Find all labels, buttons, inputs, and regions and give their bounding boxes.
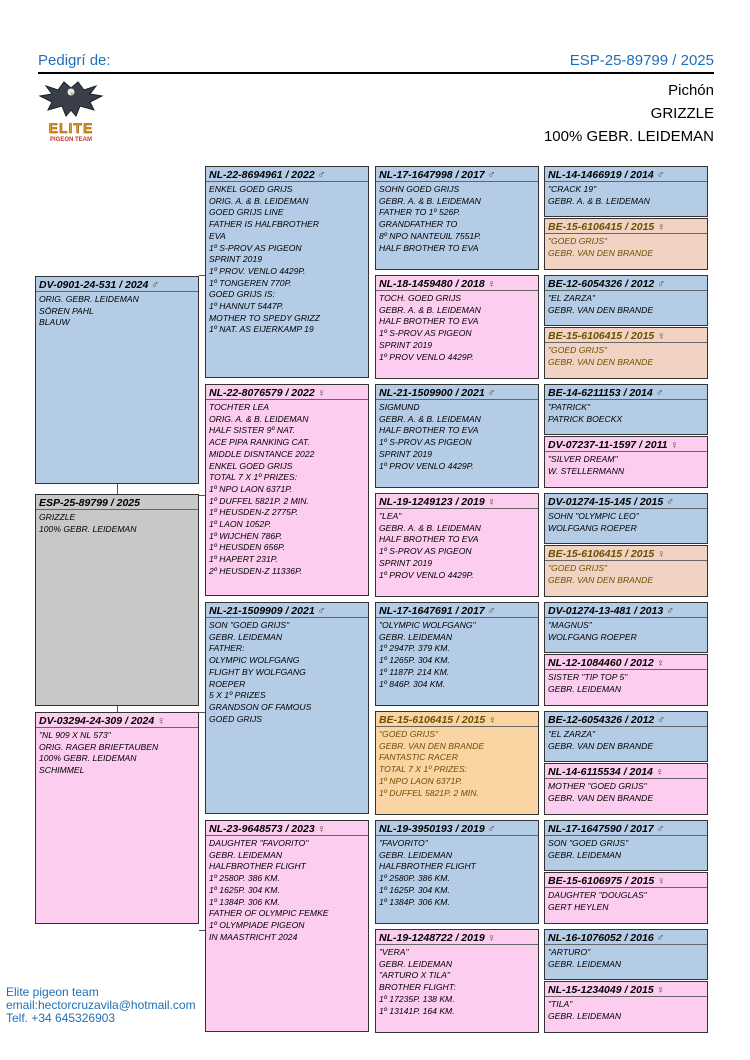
pedigree-note-line: GOED GRIJS IS: [209,289,275,300]
pedigree-box-g4-3 [544,275,708,326]
female-icon: ♀ [656,657,665,669]
female-icon: ♀ [657,548,666,560]
pedigree-box-g4-15 [544,929,708,980]
ring-number: NL-16-1076052 / 2016 ♂ [545,930,707,945]
pedigree-note-line: TOTAL 7 X 1º PRIZES: [209,472,298,483]
pedigree-notes [206,182,368,336]
pedigree-note-line: SPRINT 2019 [379,339,433,350]
pigeon-color: GRIZZLE [650,105,714,122]
contact-name: Elite pigeon team [6,985,99,999]
pedigree-note-line: SISTER "TIP TOP 5" [548,672,628,682]
pedigree-note-line: IN MAASTRICHT 2024 [209,931,298,942]
ring-number: NL-18-1459480 / 2018 ♀ [376,276,538,291]
pedigree-note-line: SÖREN PAHL [39,305,94,316]
male-icon: ♂ [666,496,675,508]
pedigree-note-line: 1º 2947P. 379 KM. [379,643,450,654]
pedigree-note-line: GEBR. LEIDEMAN [209,631,283,642]
pedigree-note-line: "EL ZARZA" [548,729,596,739]
male-icon: ♂ [656,823,665,835]
pedigree-note-line: GOED GRIJS LINE [209,207,284,218]
pedigree-note-line: DAUGHTER "FAVORITO" [209,838,309,848]
pedigree-notes [545,452,707,477]
pedigree-note-line: TOTAL 7 X 1º PRIZES: [379,764,468,775]
pedigree-note-line: 1º DUFFEL 5821P. 2 MIN. [209,495,309,506]
header-divider [38,72,714,74]
pedigree-box-g4-1 [544,166,708,217]
pedigree-note-line: GEBR. LEIDEMAN [379,958,453,969]
pedigree-note-line: "GOED GRIJS" [548,345,608,355]
pedigree-note-line: ENKEL GOED GRIJS [209,460,293,471]
pedigree-note-line: DAUGHTER "DOUGLAS" [548,890,647,900]
pedigree-note-line: 1º NPO LAON 6371P. [379,775,463,786]
pedigree-note-line: 1º PROV VENLO 4429P. [379,460,474,471]
pedigree-box-g3-8 [375,929,539,1033]
ring-number: NL-21-1509900 / 2021 ♂ [376,385,538,400]
ring-number: BE-12-6054326 / 2012 ♂ [545,712,707,727]
ring-number: NL-12-1084460 / 2012 ♀ [545,655,707,670]
pedigree-notes [545,997,707,1022]
pedigree-box-g4-5 [544,384,708,435]
pedigree-note-line: 2º HEUSDEN-Z 11336P. [209,565,303,576]
pedigree-note-line: 1º LAON 1052P. [209,519,272,530]
pedigree-box-g3-4 [375,493,539,597]
pedigree-note-line: GEBR. VAN DEN BRANDE [548,356,654,367]
pedigree-note-line: "MAGNUS" [548,620,592,630]
female-icon: ♀ [317,387,326,399]
pedigree-notes [376,945,538,1017]
pedigree-note-line: FANTASTIC RACER [379,752,458,763]
pedigree-note-line: 1º 1384P. 306 KM. [379,896,450,907]
pedigree-note-line: "ARTURO X TILA" [379,970,450,981]
pedigree-note-line: "FAVORITO" [379,838,428,848]
pedigree-note-line: GEBR. VAN DEN BRANDE [548,247,654,258]
pedigree-box-g4-7 [544,493,708,544]
pedigree-note-line: ENKEL GOED GRIJS [209,184,293,194]
pedigree-notes [206,618,368,725]
pedigree-note-line: ROEPER [209,678,246,689]
pedigree-note-line: "GOED GRIJS" [379,729,439,739]
pedigree-note-line: OLYMPIC WOLFGANG [209,655,300,666]
ring-number: NL-14-1466919 / 2014 ♂ [545,167,707,182]
pedigree-notes [36,728,198,777]
male-icon: ♂ [487,823,496,835]
pedigree-box-g3-1 [375,166,539,270]
pedigree-note-line: GEBR. A. & B. LEIDEMAN [379,522,481,533]
pedigree-label: Pedigrí de: [38,52,111,69]
pedigree-note-line: 1º S-PROV AS PIGEON [379,546,472,557]
pedigree-note-line: ORIG. RAGER BRIEFTAUBEN [39,741,159,752]
pedigree-note-line: WOLFGANG ROEPER [548,631,637,642]
pedigree-box-g4-9 [544,602,708,653]
female-icon: ♀ [487,932,496,944]
pedigree-notes [545,888,707,913]
contact-info [6,986,196,1025]
pedigree-note-line: 1º DUFFEL 5821P. 2 MIN. [379,787,479,798]
pedigree-note-line: 1º HANNUT 5447P. [209,301,284,312]
pedigree-note-line: MIDDLE DISNTANCE 2022 [209,448,315,459]
pigeon-type: Pichón [668,82,714,99]
pedigree-note-line: "LEA" [379,511,402,521]
pedigree-notes [376,727,538,799]
ring-number: DV-01274-13-481 / 2013 ♂ [545,603,707,618]
pedigree-note-line: SON "GOED GRIJS" [548,838,629,848]
pedigree-note-line: ORIG. A. & B. LEIDEMAN [209,413,309,424]
pedigree-box-g2-2 [205,384,369,596]
pedigree-note-line: HALF SISTER 9º NAT. [209,425,296,436]
female-icon: ♀ [157,715,166,727]
pedigree-note-line: SCHIMMEL [39,765,85,776]
pedigree-note-line: 1º 17235P. 138 KM. [379,993,455,1004]
pedigree-note-line: TOCH. GOED GRIJS [379,293,461,303]
ring-number: NL-23-9648573 / 2023 ♀ [206,821,368,836]
male-icon: ♂ [487,169,496,181]
ring-number: BE-15-6106415 / 2015 ♀ [376,712,538,727]
pedigree-note-line: GRIZZLE [39,512,76,522]
female-icon: ♀ [655,766,664,778]
pedigree-note-line: 5 X 1º PRIZES [209,690,266,701]
pedigree-box-main [35,494,199,706]
pedigree-note-line: "PATRICK" [548,402,591,412]
pedigree-note-line: "TILA" [548,999,573,1009]
pedigree-note-line: 1º 1384P. 306 KM. [209,896,280,907]
pedigree-notes [36,292,198,329]
pedigree-note-line: 100% GEBR. LEIDEMAN [39,753,137,764]
ring-number: ESP-25-89799 / 2025 [36,495,198,510]
pedigree-note-line: 1º NPO LAON 6371P. [209,483,293,494]
pedigree-note-line: GRANDFATHER TO [379,219,458,230]
male-icon: ♂ [487,605,496,617]
pedigree-notes [545,836,707,861]
pedigree-note-line: 1º S-PROV AS PIGEON [209,242,302,253]
pedigree-notes [376,400,538,472]
male-icon: ♂ [317,605,326,617]
pedigree-note-line: 8º NPO NANTEUIL 7551P. [379,230,482,241]
pedigree-notes [206,836,368,943]
pedigree-box-g2-3 [205,602,369,814]
pedigree-note-line: "GOED GRIJS" [548,563,608,573]
pedigree-note-line: 1º 1265P. 304 KM. [379,655,450,666]
pedigree-note-line: SPRINT 2019 [379,557,433,568]
pedigree-notes [376,182,538,254]
female-icon: ♀ [657,330,666,342]
pedigree-note-line: TOCHTER LEA [209,402,270,412]
pedigree-note-line: ORIG. GEBR. LEIDEMAN [39,294,139,304]
ring-number: BE-15-6106975 / 2015 ♀ [545,873,707,888]
connector [117,484,118,494]
pedigree-note-line: GEBR. A. & B. LEIDEMAN [379,304,481,315]
pedigree-note-line: MOTHER "GOED GRIJS" [548,781,647,791]
pedigree-note-line: SOHN "OLYMPIC LEO" [548,511,639,521]
pedigree-box-g3-6 [375,711,539,815]
pedigree-note-line: GEBR. VAN DEN BRANDE [548,304,654,315]
pedigree-note-line: GEBR. LEIDEMAN [209,849,283,860]
female-icon: ♀ [657,221,666,233]
pedigree-box-g3-2 [375,275,539,379]
pedigree-box-g3-7 [375,820,539,924]
pedigree-note-line: SPRINT 2019 [379,448,433,459]
pedigree-note-line: FATHER TO 1º 526P. [379,207,461,218]
male-icon: ♂ [656,932,665,944]
pedigree-note-line: "EL ZARZA" [548,293,596,303]
pedigree-box-dam [35,712,199,924]
pedigree-note-line: GEBR. A. & B. LEIDEMAN [379,195,481,206]
pedigree-note-line: BROTHER FLIGHT: [379,982,456,993]
pedigree-note-line: W. STELLERMANN [548,465,625,476]
contact-email: email:hectorcruzavila@hotmail.com [6,998,196,1012]
female-icon: ♀ [670,439,679,451]
pedigree-box-g4-11 [544,711,708,762]
ring-number: NL-19-1248722 / 2019 ♀ [376,930,538,945]
male-icon: ♂ [656,169,665,181]
pedigree-note-line: GOED GRIJS [209,713,263,724]
pedigree-notes [545,182,707,207]
pedigree-notes [545,343,707,368]
female-icon: ♀ [488,714,497,726]
male-icon: ♂ [657,278,666,290]
pedigree-note-line: ACE PIPA RANKING CAT. [209,437,310,448]
pedigree-note-line: 1º PROV VENLO 4429P. [379,569,474,580]
pedigree-note-line: 100% GEBR. LEIDEMAN [39,523,137,534]
female-icon: ♀ [487,496,496,508]
pedigree-note-line: 1º 13141P. 164 KM. [379,1005,455,1016]
pedigree-note-line: "GOED GRIJS" [548,236,608,246]
elite-logo [38,80,104,150]
eagle-icon [38,80,104,122]
pedigree-note-line: FATHER IS HALFBROTHER [209,219,319,230]
ring-number: NL-17-1647691 / 2017 ♂ [376,603,538,618]
pedigree-note-line: 1º HEUSDEN-Z 2775P. [209,507,298,518]
ring-number: BE-15-6106415 / 2015 ♀ [545,546,707,561]
ring-number: NL-17-1647590 / 2017 ♂ [545,821,707,836]
ring-number: DV-07237-11-1597 / 2011 ♀ [545,437,707,452]
pedigree-note-line: 1º PROV. VENLO 4429P. [209,265,306,276]
logo-text: ELITE [48,120,94,136]
ring-number: NL-14-6115534 / 2014 ♀ [545,764,707,779]
ring-number: BE-15-6106415 / 2015 ♀ [545,219,707,234]
female-icon: ♀ [656,984,665,996]
pedigree-note-line: GEBR. LEIDEMAN [548,683,622,694]
pedigree-note-line: ORIG. A. & B. LEIDEMAN [209,195,309,206]
pedigree-notes [206,400,368,578]
pedigree-note-line: 1º S-PROV AS PIGEON [379,437,472,448]
pedigree-note-line: 1º NAT. AS EIJERKAMP 19 [209,324,314,335]
pedigree-notes [545,291,707,316]
pedigree-box-g3-3 [375,384,539,488]
pedigree-box-g4-16 [544,981,708,1033]
pedigree-box-g3-5 [375,602,539,706]
pedigree-note-line: 1º PROV VENLO 4429P. [379,351,474,362]
pedigree-note-line: EVA [209,230,226,241]
pedigree-note-line: 1º 1625P. 304 KM. [209,884,280,895]
pedigree-note-line: GEBR. VAN DEN BRANDE [548,574,654,585]
pedigree-box-g4-14 [544,872,708,924]
pedigree-note-line: SOHN GOED GRIJS [379,184,460,194]
pedigree-note-line: BLAUW [39,317,70,328]
pedigree-note-line: 1º TONGEREN 770P. [209,277,292,288]
pedigree-note-line: GRANDSON OF FAMOUS [209,701,312,712]
pedigree-note-line: 1º 2580P. 386 KM. [379,873,450,884]
pedigree-note-line: GEBR. LEIDEMAN [548,958,622,969]
pedigree-note-line: 1º HAPERT 231P. [209,554,278,565]
pedigree-note-line: PATRICK BOECKX [548,413,623,424]
pedigree-note-line: GEBR. VAN DEN BRANDE [548,740,654,751]
ring-number: NL-17-1647998 / 2017 ♂ [376,167,538,182]
pedigree-notes [545,670,707,695]
pedigree-box-g2-4 [205,820,369,1032]
pedigree-note-line: MOTHER TO SPEDY GRIZZ [209,312,320,323]
pedigree-notes [545,234,707,259]
pedigree-note-line: 1º OLYMPIADE PIGEON [209,919,305,930]
pedigree-box-g4-10 [544,654,708,706]
male-icon: ♂ [666,605,675,617]
pedigree-note-line: WOLFGANG ROEPER [548,522,637,533]
pedigree-note-line: SPRINT 2019 [209,254,263,265]
pedigree-note-line: GEBR. A. & B. LEIDEMAN [548,195,650,206]
pedigree-note-line: GEBR. LEIDEMAN [548,849,622,860]
header-ring-number: ESP-25-89799 / 2025 [569,52,714,69]
pedigree-note-line: HALF BROTHER TO EVA [379,425,479,436]
pedigree-box-g4-8 [544,545,708,597]
ring-number: NL-19-1249123 / 2019 ♀ [376,494,538,509]
pedigree-note-line: 1º WIJCHEN 786P. [209,530,283,541]
pedigree-note-line: GEBR. VAN DEN BRANDE [379,740,485,751]
pedigree-note-line: 1º 1625P. 304 KM. [379,884,450,895]
pedigree-notes [545,779,707,804]
pedigree-box-g4-13 [544,820,708,871]
ring-number: DV-0901-24-531 / 2024 ♂ [36,277,198,292]
pedigree-notes [545,727,707,752]
ring-number: BE-12-6054326 / 2012 ♂ [545,276,707,291]
pedigree-notes [376,618,538,690]
pedigree-note-line: 1º 1187P. 214 KM. [379,666,450,677]
pedigree-note-line: FATHER OF OLYMPIC FEMKE [209,908,329,919]
pedigree-box-g4-12 [544,763,708,815]
pedigree-note-line: 1º S-PROV AS PIGEON [379,328,472,339]
pedigree-notes [545,400,707,425]
ring-number: NL-19-3950193 / 2019 ♂ [376,821,538,836]
pedigree-notes [376,509,538,581]
pedigree-notes [545,945,707,970]
pedigree-note-line: HALF BROTHER TO EVA [379,316,479,327]
pedigree-box-g4-6 [544,436,708,488]
pedigree-notes [376,291,538,363]
pedigree-note-line: FATHER: [209,643,245,654]
pedigree-notes [36,510,198,535]
pedigree-notes [545,561,707,586]
pedigree-box-g4-4 [544,327,708,379]
pigeon-owner: 100% GEBR. LEIDEMAN [543,128,714,145]
pedigree-note-line: 1º 2580P. 386 KM. [209,873,280,884]
pedigree-note-line: "VERA" [379,947,409,957]
pedigree-note-line: GEBR. LEIDEMAN [379,631,453,642]
pedigree-notes [376,836,538,908]
pedigree-note-line: FLIGHT BY WOLFGANG [209,666,306,677]
pedigree-note-line: "CRACK 19" [548,184,597,194]
pedigree-note-line: 1º HEUSDEN 656P. [209,542,286,553]
male-icon: ♂ [487,387,496,399]
pedigree-note-line: GEBR. A. & B. LEIDEMAN [379,413,481,424]
pedigree-box-sire [35,276,199,484]
male-icon: ♂ [655,387,664,399]
male-icon: ♂ [657,714,666,726]
female-icon: ♀ [657,875,666,887]
pedigree-note-line: HALF BROTHER TO EVA [379,534,479,545]
male-icon: ♂ [151,279,160,291]
pedigree-note-line: SIGMUND [379,402,420,412]
pedigree-note-line: GEBR. VAN DEN BRANDE [548,792,654,803]
pedigree-note-line: SON "GOED GRIJS" [209,620,290,630]
ring-number: DV-01274-15-145 / 2015 ♂ [545,494,707,509]
pedigree-note-line: "OLYMPIC WOLFGANG" [379,620,476,630]
pedigree-note-line: HALFBROTHER FLIGHT [379,861,476,872]
pedigree-notes [545,509,707,534]
pedigree-note-line: GEBR. LEIDEMAN [548,1010,622,1021]
ring-number: NL-15-1234049 / 2015 ♀ [545,982,707,997]
pedigree-note-line: HALFBROTHER FLIGHT [209,861,306,872]
ring-number: BE-15-6106415 / 2015 ♀ [545,328,707,343]
pedigree-note-line: HALF BROTHER TO EVA [379,242,479,253]
ring-number: NL-21-1509909 / 2021 ♂ [206,603,368,618]
pedigree-note-line: "NL 909 X NL 573" [39,730,111,740]
pedigree-note-line: GERT HEYLEN [548,901,609,912]
contact-phone: Telf. +34 645326903 [6,1011,116,1025]
ring-number: NL-22-8694961 / 2022 ♂ [206,167,368,182]
ring-number: NL-22-8076579 / 2022 ♀ [206,385,368,400]
male-icon: ♂ [317,169,326,181]
pedigree-box-g2-1 [205,166,369,378]
female-icon: ♀ [487,278,496,290]
female-icon: ♀ [317,823,326,835]
ring-number: BE-14-6211153 / 2014 ♂ [545,385,707,400]
pedigree-box-g4-2 [544,218,708,270]
pedigree-note-line: GEBR. LEIDEMAN [379,849,453,860]
pedigree-note-line: "SILVER DREAM" [548,454,618,464]
logo-subtext: PIGEON TEAM [49,137,92,143]
pedigree-notes [545,618,707,643]
pedigree-note-line: "ARTURO" [548,947,591,957]
pedigree-note-line: 1º 846P. 304 KM. [379,678,446,689]
ring-number: DV-03294-24-309 / 2024 ♀ [36,713,198,728]
